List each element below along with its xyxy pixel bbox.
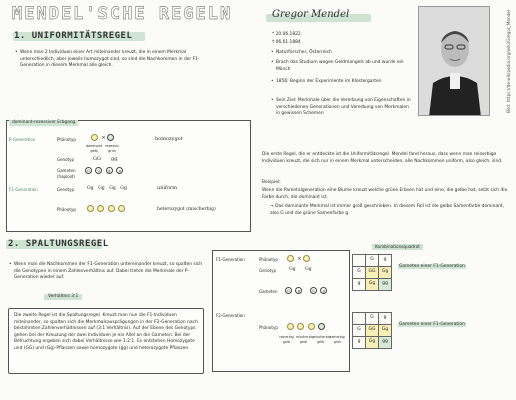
f1-genotype-3: Gg (109, 186, 116, 191)
cross-symbol: × (101, 135, 106, 141)
yellow-pea-icon (91, 134, 98, 141)
yellow-pea-icon (287, 255, 294, 262)
punnett-cell: G (353, 267, 366, 279)
p-generation-label: P-Generation (9, 137, 36, 142)
gameten-label: Gameten (259, 289, 278, 294)
segregation-diagram (212, 250, 350, 372)
page-title: MENDEL'SCHE REGELN (12, 4, 233, 24)
green-pea-icon (107, 134, 114, 141)
section1-bullet: • Wenn man 2 Individuen einer Art miteinander kreuzt, die in einem Merkmal unterschiedlich, aber jeweils homozygot sind, so sind die Nachkommen in der F1-Generation in diesem Merkmal alle gleich. (20, 50, 200, 70)
gamete-4: g (116, 167, 123, 174)
gamete-1: G (85, 167, 92, 174)
phaenotyp-label: Phänotyp (259, 257, 278, 262)
f2-label-2: mischerbig gelb (296, 335, 314, 344)
punnett-cell: G (353, 325, 366, 337)
f2-label: F2-Generation (216, 313, 245, 318)
explanation-1: Die erste Regel, die er entdeckte ist die Uniformitätsregel. Mendel fand heraus, dass wenn man reinerbige Individuen kreuzt, die sich nur in einem Merkmal unterscheiden, alle Nachkommen uniform, also gleich, sind. (262, 152, 503, 164)
gamete-circles (285, 287, 329, 295)
f1-genotypes (87, 186, 127, 193)
f1-genotype-2: Gg (98, 186, 105, 191)
yellow-pea-icon (303, 255, 310, 262)
recessive-label: rezessiv grün (105, 144, 119, 153)
gamete-circles (85, 167, 125, 175)
gamete-2: g (295, 287, 302, 294)
punnett-square-1 (352, 254, 392, 291)
punnett-caption-2-text: Gameten einer F1-Generation (399, 322, 465, 327)
homozygot-label: homozygot (155, 136, 183, 142)
uniformity-diagram (6, 120, 251, 232)
gamete-1: G (285, 287, 292, 294)
punnett-caption-1 (398, 264, 466, 270)
punnett-square-2 (352, 312, 392, 349)
mendel-fact-2: • Brach das Studium wegen Geldmangels ab und wurde ein Mönch (276, 60, 412, 73)
green-pea-icon (318, 323, 325, 330)
punnett-cell: g (353, 279, 366, 291)
punnett-cell (353, 313, 366, 325)
punnett-cell: G (366, 255, 379, 267)
mendel-name: Gregor Mendel (272, 9, 350, 20)
yellow-pea-icon (308, 323, 315, 330)
yellow-pea-icon (287, 323, 294, 330)
p-phenotype-circles (91, 134, 116, 142)
mendel-fact-1: • Naturforscher, Österreich (276, 50, 412, 57)
f1-phenotype-circles (287, 255, 312, 263)
f1-generation-label: F1-Generation (9, 187, 38, 192)
phaenotyp-label: Phänotyp (57, 137, 76, 142)
punnett-cell: Gg (366, 337, 379, 349)
diagram-label: dominant-rezessiver Erbgang (9, 120, 78, 126)
genotype-gg-rec: gg (111, 156, 118, 162)
genotyp-label: Genotyp (57, 157, 75, 162)
mendel-died: † 06.01.1884 (272, 40, 301, 45)
section2-explanation-box (8, 308, 204, 374)
punnett-cell: Gg (366, 279, 379, 291)
punnett-cell: g (379, 255, 392, 267)
mendel-portrait (418, 6, 490, 116)
punnett-cell: g (379, 313, 392, 325)
gameten-label: Gameten (haploid) (57, 168, 76, 179)
genotype-gg-dom: GG (93, 156, 101, 162)
punnett-cell: GG (366, 267, 379, 279)
yellow-pea-icon (108, 205, 115, 212)
heterozygot-label: heterozygot (mischerbig) (157, 207, 216, 212)
explanation-3: → Das dominante Merkmal ist immer groß geschrieben. In diesem Fall ist die gelbe Samenfarbe dominant, also G und die grüne Samenfarbe g. (270, 204, 505, 216)
f2-labels (279, 335, 347, 344)
uniform-label: uniform (157, 185, 178, 191)
f1-genotype-4: Gg (120, 186, 127, 191)
punnett-cell: g (353, 337, 366, 349)
section2-bullet: • Wenn man die Nachkommen der F1-Generation untereinander kreuzt, so spalten sich die Genotypen in einem Zahlenverhältnis auf. Dabei treten die Merkmale der P-Generation wieder auf. (14, 262, 204, 282)
dominant-label: dominant gelb (85, 144, 103, 153)
punnett-cell: Gg (379, 267, 392, 279)
punnett-cell (353, 255, 366, 267)
gamete-3: g (106, 167, 113, 174)
punnett-caption-2 (398, 322, 466, 328)
section2-explanation: Die zweite Regel ist die Spaltungsregel. Kreuzt man nun die F1-Individuen miteinander, so spalten sich die Merkmalsausprägungen in der F2-Generation nach bestimmten Zahlenverhältnissen auf (3:1 Verhältnis). Auf der Ebene des Genotyps gehen bei der Kreuzung der zwei Individuen je ein Allel an die Gameten. Bei der Befruchtung ergeben sich dabei Verhältnisse wie 1:2:1. Es entstehen Homozygote und (GG) und (Gg)-Pflanzen sowie homozygote (gg) und heterozygote Pflanzen. (14, 313, 198, 352)
image-credit: Bild: https://de.wikipedia.org/wiki/Gregor_Mendel (505, 10, 511, 113)
punnett-title: Kombinationsquadrat (372, 244, 423, 250)
punnett-cell: GG (366, 325, 379, 337)
explanation-2: Wenn die Parentalgeneration eine Blume kreuzt welche grüne Erbsen hat und eine, die gelbe hat, setzt sich die Farbe durch, die dominant ist. (262, 188, 508, 200)
f1-genotype-b: Gg (305, 267, 312, 272)
f1-label: F1-Generation (216, 257, 245, 262)
section1-title: 1. UNIFORMITÄTSREGEL (14, 31, 133, 41)
mendel-fact-4: • Sein Ziel: Merkmale über die Vererbung von Eigenschaften in verschiedenen Generationen und Vererbung von Merkmalen in gewissen Schemen (276, 98, 412, 118)
f1-genotype-1: Gg (87, 186, 94, 191)
mendel-born: * 20.06.1822 (272, 32, 301, 37)
punnett-cell: Gg (379, 325, 392, 337)
yellow-pea-icon (87, 205, 94, 212)
mendel-fact-3: • 1856: Beginn der Experimente im Klostergarten (276, 79, 412, 86)
genotyp-label: Genotyp (259, 268, 277, 273)
f2-label-4: reinerbig grün (330, 335, 345, 344)
f2-label-3: mischerbig gelb (313, 335, 331, 344)
yellow-pea-icon (297, 323, 304, 330)
punnett-caption-1-text: Gameten einer F1-Generation (399, 264, 465, 269)
punnett-cell: gg (379, 337, 392, 349)
f1-genotype-a: Gg (289, 267, 296, 272)
section2-title: 2. SPALTUNGSREGEL (8, 239, 109, 249)
cross-symbol: × (297, 256, 302, 262)
gamete-2: G (95, 167, 102, 174)
genotyp2-label: Genotyp (57, 187, 75, 192)
f2-label-1: reinerbig gelb (279, 335, 294, 344)
yellow-pea-icon (118, 205, 125, 212)
phaenotyp2-label: Phänotyp (259, 325, 278, 330)
gamete-3: G (310, 287, 317, 294)
yellow-pea-icon (97, 205, 104, 212)
beispiel-label: Beispiel: (262, 180, 281, 185)
punnett-cell: G (366, 313, 379, 325)
ratio-label: Verhältnis 3:1 (44, 294, 82, 300)
f1-phenotype-circles (87, 205, 127, 213)
f2-phenotype-circles (287, 323, 327, 331)
gamete-4: g (320, 287, 327, 294)
phaenotyp2-label: Phänotyp (57, 207, 76, 212)
punnett-cell: gg (379, 279, 392, 291)
